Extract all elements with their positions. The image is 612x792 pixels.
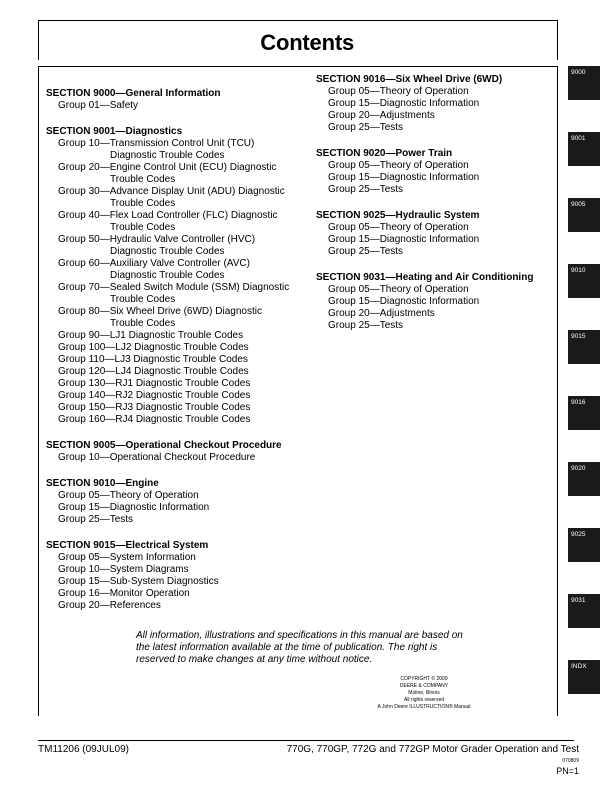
toc-group-entry[interactable] <box>316 308 556 320</box>
copyright-block <box>360 676 488 711</box>
toc-group-entry[interactable] <box>46 576 308 588</box>
group-label: Group 10—Transmission Control Unit (TCU) <box>58 138 255 149</box>
group-label: Group 150—RJ3 Diagnostic Trouble Codes <box>58 402 251 413</box>
toc-group-entry[interactable] <box>46 138 308 162</box>
group-label: Group 140—RJ2 Diagnostic Trouble Codes <box>58 390 251 401</box>
group-label: Group 30—Advance Display Unit (ADU) Diagnostic <box>58 186 285 197</box>
section-title[interactable]: SECTION 9001—Diagnostics <box>46 126 183 137</box>
toc-group-entry[interactable] <box>46 402 308 414</box>
group-label: Group 05—Theory of Operation <box>328 222 469 233</box>
toc-group-entry[interactable] <box>46 390 308 402</box>
section-title[interactable]: SECTION 9016—Six Wheel Drive (6WD) <box>316 74 503 85</box>
group-label: Group 20—Adjustments <box>328 308 435 319</box>
section-tab[interactable]: 9020 <box>568 462 600 496</box>
group-label-continuation: Diagnostic Trouble Codes <box>110 270 225 281</box>
group-label: Group 15—Diagnostic Information <box>328 296 480 307</box>
toc-group-entry[interactable] <box>316 222 556 234</box>
group-label: Group 05—Theory of Operation <box>328 160 469 171</box>
section-tab[interactable]: 9005 <box>568 198 600 232</box>
toc-section <box>316 272 556 332</box>
section-tab[interactable]: 9001 <box>568 132 600 166</box>
group-label-continuation: Diagnostic Trouble Codes <box>110 246 225 257</box>
group-label: Group 120—LJ4 Diagnostic Trouble Codes <box>58 366 249 377</box>
group-label: Group 70—Sealed Switch Module (SSM) Diagnostic <box>58 282 290 293</box>
section-title[interactable]: SECTION 9015—Electrical System <box>46 540 209 551</box>
group-label: Group 15—Diagnostic Information <box>328 172 480 183</box>
toc-group-entry[interactable] <box>46 552 308 564</box>
footer-page-number: PN=1 <box>556 766 579 776</box>
toc-group-entry[interactable] <box>46 162 308 186</box>
toc-group-entry[interactable] <box>46 210 308 234</box>
toc-section <box>46 540 308 612</box>
group-label: Group 05—Theory of Operation <box>58 490 199 501</box>
toc-group-entry[interactable] <box>316 284 556 296</box>
toc-section <box>46 88 308 112</box>
toc-group-entry[interactable] <box>316 172 556 184</box>
group-label: Group 15—Diagnostic Information <box>328 234 480 245</box>
toc-group-entry[interactable] <box>316 122 556 134</box>
section-title[interactable]: SECTION 9025—Hydraulic System <box>316 210 480 221</box>
toc-group-entry[interactable] <box>316 160 556 172</box>
toc-group-entry[interactable] <box>316 320 556 332</box>
section-tab[interactable]: 9016 <box>568 396 600 430</box>
group-label: Group 05—Theory of Operation <box>328 86 469 97</box>
toc-group-entry[interactable] <box>46 330 308 342</box>
group-label: Group 05—Theory of Operation <box>328 284 469 295</box>
group-label: Group 100—LJ2 Diagnostic Trouble Codes <box>58 342 249 353</box>
toc-group-entry[interactable] <box>46 490 308 502</box>
toc-group-entry[interactable] <box>316 246 556 258</box>
title-box <box>38 20 558 60</box>
group-label-continuation: Trouble Codes <box>110 198 176 209</box>
group-label: Group 10—Operational Checkout Procedure <box>58 452 256 463</box>
footer-manual-title: 770G, 770GP, 772G and 772GP Motor Grader Operation and Test <box>286 744 579 755</box>
section-title[interactable]: SECTION 9031—Heating and Air Conditioning <box>316 272 534 283</box>
toc-section <box>46 126 308 426</box>
toc-group-entry[interactable] <box>316 86 556 98</box>
toc-group-entry[interactable] <box>46 600 308 612</box>
group-label: Group 25—Tests <box>58 514 134 525</box>
group-label: Group 01—Safety <box>58 100 139 111</box>
group-label-continuation: Trouble Codes <box>110 294 176 305</box>
section-tab[interactable]: INDX <box>568 660 600 694</box>
group-label: Group 90—LJ1 Diagnostic Trouble Codes <box>58 330 244 341</box>
footer-code: 070809 <box>562 758 579 764</box>
toc-group-entry[interactable] <box>46 366 308 378</box>
rights-line: All rights reserved <box>403 697 444 703</box>
group-label: Group 25—Tests <box>328 320 404 331</box>
toc-group-entry[interactable] <box>316 110 556 122</box>
section-tab[interactable]: 9015 <box>568 330 600 364</box>
toc-section <box>316 210 556 258</box>
group-label: Group 130—RJ1 Diagnostic Trouble Codes <box>58 378 251 389</box>
toc-group-entry[interactable] <box>46 414 308 426</box>
group-label-continuation: Diagnostic Trouble Codes <box>110 150 225 161</box>
manual-type-line: A John Deere ILLUSTRUCTION® Manual <box>377 704 471 710</box>
group-label: Group 110—LJ3 Diagnostic Trouble Codes <box>58 354 248 365</box>
section-tab[interactable]: 9031 <box>568 594 600 628</box>
group-label: Group 20—Adjustments <box>328 110 435 121</box>
group-label-continuation: Trouble Codes <box>110 174 176 185</box>
group-label: Group 25—Tests <box>328 184 404 195</box>
toc-section <box>316 148 556 196</box>
toc-group-entry[interactable] <box>316 184 556 196</box>
group-label: Group 50—Hydraulic Valve Controller (HVC) <box>58 234 256 245</box>
group-label: Group 25—Tests <box>328 122 404 133</box>
toc-group-entry[interactable] <box>46 234 308 258</box>
toc-group-entry[interactable] <box>46 514 308 526</box>
toc-left-column <box>46 88 308 626</box>
location-line: Moline, Illinois <box>408 690 440 696</box>
toc-group-entry[interactable] <box>46 342 308 354</box>
section-tab[interactable]: 9010 <box>568 264 600 298</box>
group-label: Group 16—Monitor Operation <box>58 588 190 599</box>
group-label: Group 25—Tests <box>328 246 404 257</box>
toc-group-entry[interactable] <box>316 98 556 110</box>
toc-group-entry[interactable] <box>46 354 308 366</box>
section-tab[interactable]: 9025 <box>568 528 600 562</box>
group-label: Group 160—RJ4 Diagnostic Trouble Codes <box>58 414 251 425</box>
toc-group-entry[interactable] <box>46 282 308 306</box>
group-label: Group 15—Diagnostic Information <box>328 98 480 109</box>
copyright-line: COPYRIGHT © 2009 <box>400 676 448 682</box>
section-title[interactable]: SECTION 9005—Operational Checkout Procedure <box>46 440 282 451</box>
toc-group-entry[interactable] <box>46 306 308 330</box>
group-label: Group 80—Six Wheel Drive (6WD) Diagnostic <box>58 306 262 317</box>
page-title: Contents <box>260 30 354 55</box>
toc-group-entry[interactable] <box>316 234 556 246</box>
toc-group-entry[interactable] <box>46 378 308 390</box>
toc-section <box>46 478 308 526</box>
publication-notice: All information, illustrations and specifications in this manual are based on the latest information available at the time of publication. The right is reserved to make changes at any time without notice. <box>136 630 463 665</box>
toc-group-entry[interactable] <box>46 452 308 464</box>
footer-divider <box>38 740 574 741</box>
group-label: Group 20—Engine Control Unit (ECU) Diagnostic <box>58 162 277 173</box>
section-title[interactable]: SECTION 9020—Power Train <box>316 148 453 159</box>
group-label-continuation: Trouble Codes <box>110 318 176 329</box>
section-title[interactable]: SECTION 9000—General Information <box>46 88 221 99</box>
group-label: Group 05—System Information <box>58 552 196 563</box>
group-label: Group 15—Sub-System Diagnostics <box>58 576 219 587</box>
group-label: Group 15—Diagnostic Information <box>58 502 210 513</box>
group-label: Group 60—Auxiliary Valve Controller (AVC) <box>58 258 250 269</box>
group-label: Group 20—References <box>58 600 161 611</box>
toc-group-entry[interactable] <box>316 296 556 308</box>
group-label: Group 40—Flex Load Controller (FLC) Diagnostic <box>58 210 278 221</box>
toc-section <box>316 74 556 134</box>
footer-doc-id: TM11206 (09JUL09) <box>38 744 129 755</box>
toc-group-entry[interactable] <box>46 100 308 112</box>
toc-group-entry[interactable] <box>46 258 308 282</box>
toc-right-column <box>316 74 556 346</box>
toc-group-entry[interactable] <box>46 502 308 514</box>
toc-section <box>46 440 308 464</box>
company-line: DEERE & COMPANY <box>399 683 449 689</box>
toc-group-entry[interactable] <box>46 564 308 576</box>
toc-group-entry[interactable] <box>46 588 308 600</box>
toc-group-entry[interactable] <box>46 186 308 210</box>
section-tab[interactable]: 9000 <box>568 66 600 100</box>
group-label: Group 10—System Diagrams <box>58 564 189 575</box>
section-title[interactable]: SECTION 9010—Engine <box>46 478 159 489</box>
group-label-continuation: Trouble Codes <box>110 222 176 233</box>
